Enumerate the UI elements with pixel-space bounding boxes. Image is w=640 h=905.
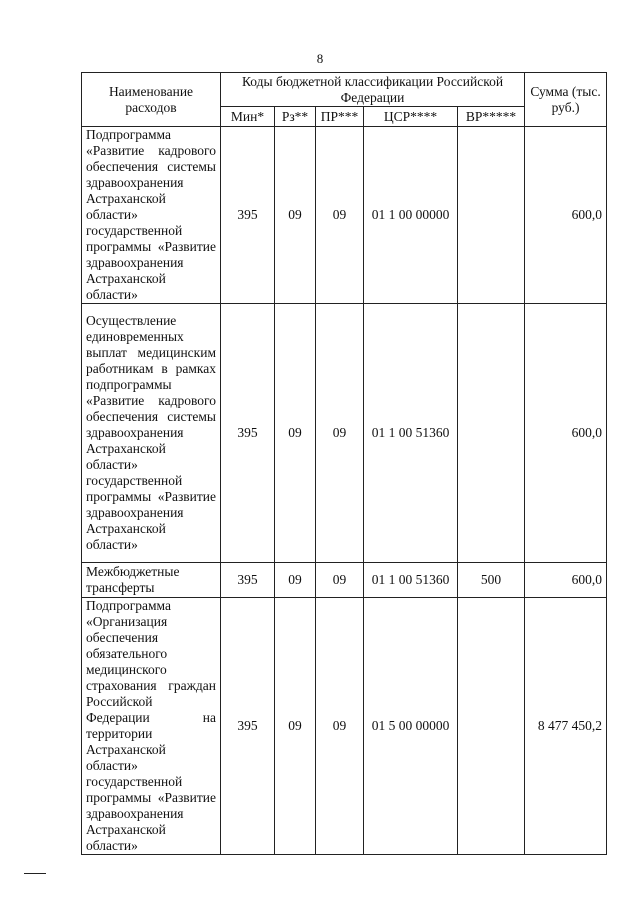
row-min: 395 — [221, 598, 275, 855]
row-min: 395 — [221, 304, 275, 563]
header-pr: ПР*** — [316, 107, 364, 127]
header-min: Мин* — [221, 107, 275, 127]
row-pr: 09 — [316, 563, 364, 598]
row-csr: 01 1 00 00000 — [364, 127, 458, 304]
row-pr: 09 — [316, 598, 364, 855]
row-min: 395 — [221, 127, 275, 304]
header-vr: ВР***** — [458, 107, 525, 127]
header-name: Наименование расходов — [82, 73, 221, 127]
header-rz: Рз** — [275, 107, 316, 127]
row-rz: 09 — [275, 304, 316, 563]
budget-table — [81, 72, 607, 855]
row-csr: 01 5 00 00000 — [364, 598, 458, 855]
row-sum: 600,0 — [525, 304, 607, 563]
row-rz: 09 — [275, 598, 316, 855]
row-csr: 01 1 00 51360 — [364, 304, 458, 563]
table-row — [82, 598, 607, 855]
row-vr — [458, 598, 525, 855]
row-min: 395 — [221, 563, 275, 598]
table-row — [82, 127, 607, 304]
header-csr: ЦСР**** — [364, 107, 458, 127]
row-name: Подпрограмма «Развитие кадрового обеспечения системы здравоохранения Астраханской области» государственной программы «Развитие здравоохранения Астраханской области» — [82, 127, 221, 304]
row-sum: 600,0 — [525, 127, 607, 304]
row-vr — [458, 127, 525, 304]
header-sum: Сумма (тыс. руб.) — [525, 73, 607, 127]
row-sum: 600,0 — [525, 563, 607, 598]
row-vr: 500 — [458, 563, 525, 598]
table-row — [82, 304, 607, 563]
row-rz: 09 — [275, 563, 316, 598]
row-name: Подпрограмма «Организация обеспечения обязательного медицинского страхования граждан Российской Федерации на территории Астраханской области» государственной программы «Развитие здравоохранения Астраханской области» — [82, 598, 221, 855]
row-csr: 01 1 00 51360 — [364, 563, 458, 598]
row-pr: 09 — [316, 304, 364, 563]
row-pr: 09 — [316, 127, 364, 304]
footer-divider — [24, 873, 46, 874]
row-name: Осуществление единовременных выплат медицинским работникам в рамках подпрограммы «Развитие кадрового обеспечения системы здравоохранения Астраханской области» государственной программы «Развитие здравоохранения Астраханской области» — [82, 304, 221, 563]
row-sum: 8 477 450,2 — [525, 598, 607, 855]
row-rz: 09 — [275, 127, 316, 304]
row-vr — [458, 304, 525, 563]
page-number: 8 — [316, 51, 324, 66]
table-row — [82, 563, 607, 598]
row-name: Межбюджетные трансферты — [82, 563, 221, 598]
header-codes-group: Коды бюджетной классификации Российской Федерации — [221, 73, 525, 107]
